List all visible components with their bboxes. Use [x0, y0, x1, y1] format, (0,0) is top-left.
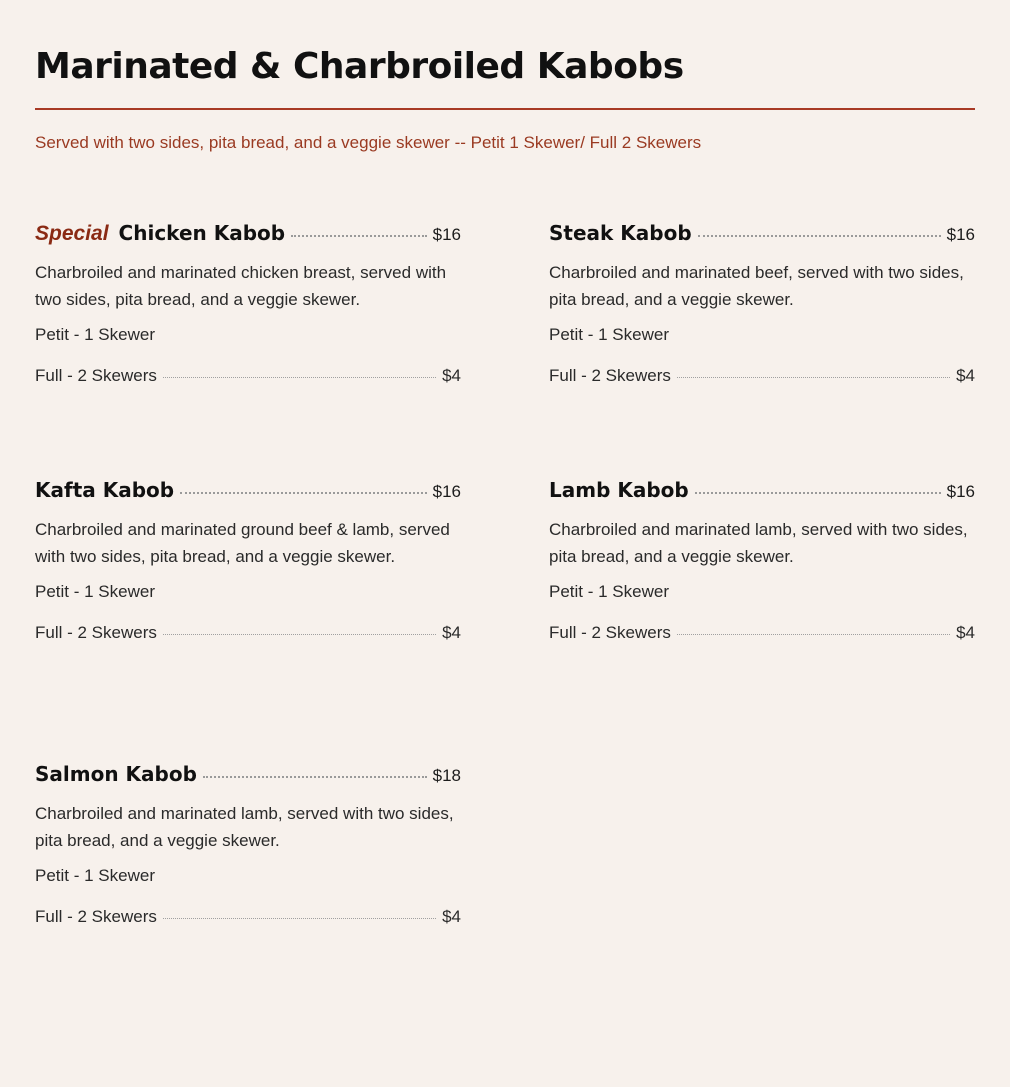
option-leader	[677, 377, 950, 378]
item-description: Charbroiled and marinated ground beef & lamb, served with two sides, pita bread, and a veggie skewer.	[35, 520, 450, 566]
item-name: Chicken Kabob	[118, 221, 286, 245]
item-description: Charbroiled and marinated beef, served with two sides, pita bread, and a veggie skewer.	[549, 263, 964, 309]
item-name: Kafta Kabob	[35, 478, 175, 502]
option-full	[549, 623, 975, 647]
option-petit-label: Petit - 1 Skewer	[549, 582, 669, 601]
item-description: Charbroiled and marinated lamb, served with two sides, pita bread, and a veggie skewer.	[549, 520, 968, 566]
special-label: Special	[35, 222, 109, 245]
option-petit	[549, 582, 975, 606]
item-description: Charbroiled and marinated chicken breast, served with two sides, pita bread, and a veggie skewer.	[35, 263, 447, 309]
item-header	[35, 762, 461, 790]
option-leader	[163, 634, 436, 635]
title-divider	[35, 108, 975, 110]
price-leader	[203, 776, 427, 778]
option-full-price: $4	[442, 623, 461, 642]
price-leader	[291, 235, 427, 237]
menu-item-chicken-kabob	[35, 221, 461, 390]
option-petit	[35, 582, 461, 606]
option-leader	[163, 918, 436, 919]
option-full-label: Full - 2 Skewers	[35, 907, 157, 926]
menu-item-lamb-kabob	[549, 478, 975, 647]
item-header	[549, 221, 975, 249]
option-full-price: $4	[442, 907, 461, 926]
option-leader	[163, 377, 436, 378]
option-full	[35, 366, 461, 390]
item-name: Salmon Kabob	[35, 762, 197, 786]
option-full-label: Full - 2 Skewers	[35, 366, 157, 385]
option-full-label: Full - 2 Skewers	[549, 366, 671, 385]
option-full	[549, 366, 975, 390]
option-full-label: Full - 2 Skewers	[35, 623, 157, 642]
item-name: Steak Kabob	[549, 221, 692, 245]
menu-item-kafta-kabob	[35, 478, 461, 647]
option-petit-label: Petit - 1 Skewer	[549, 325, 669, 344]
section-title: Marinated & Charbroiled Kabobs	[35, 46, 684, 87]
price-leader	[695, 492, 941, 494]
item-price: $16	[432, 225, 461, 244]
option-petit-label: Petit - 1 Skewer	[35, 325, 155, 344]
option-full-price: $4	[442, 366, 461, 385]
option-full-price: $4	[956, 623, 975, 642]
price-leader	[698, 235, 941, 237]
price-leader	[180, 492, 427, 494]
option-full-label: Full - 2 Skewers	[549, 623, 671, 642]
item-price: $18	[432, 766, 461, 785]
menu-item-salmon-kabob	[35, 762, 461, 931]
option-petit	[35, 866, 461, 890]
option-full	[35, 623, 461, 647]
item-price: $16	[946, 482, 975, 501]
option-full-price: $4	[956, 366, 975, 385]
menu-item-steak-kabob	[549, 221, 975, 390]
item-header	[549, 478, 975, 506]
item-name: Lamb Kabob	[549, 478, 689, 502]
option-petit-label: Petit - 1 Skewer	[35, 582, 155, 601]
option-petit	[549, 325, 975, 349]
option-leader	[677, 634, 950, 635]
item-header	[35, 221, 461, 249]
item-description: Charbroiled and marinated lamb, served with two sides, pita bread, and a veggie skewer.	[35, 804, 454, 850]
option-full	[35, 907, 461, 931]
option-petit-label: Petit - 1 Skewer	[35, 866, 155, 885]
item-price: $16	[946, 225, 975, 244]
option-petit	[35, 325, 461, 349]
item-header	[35, 478, 461, 506]
section-subtitle: Served with two sides, pita bread, and a veggie skewer -- Petit 1 Skewer/ Full 2 Skewers	[35, 133, 702, 152]
item-price: $16	[432, 482, 461, 501]
